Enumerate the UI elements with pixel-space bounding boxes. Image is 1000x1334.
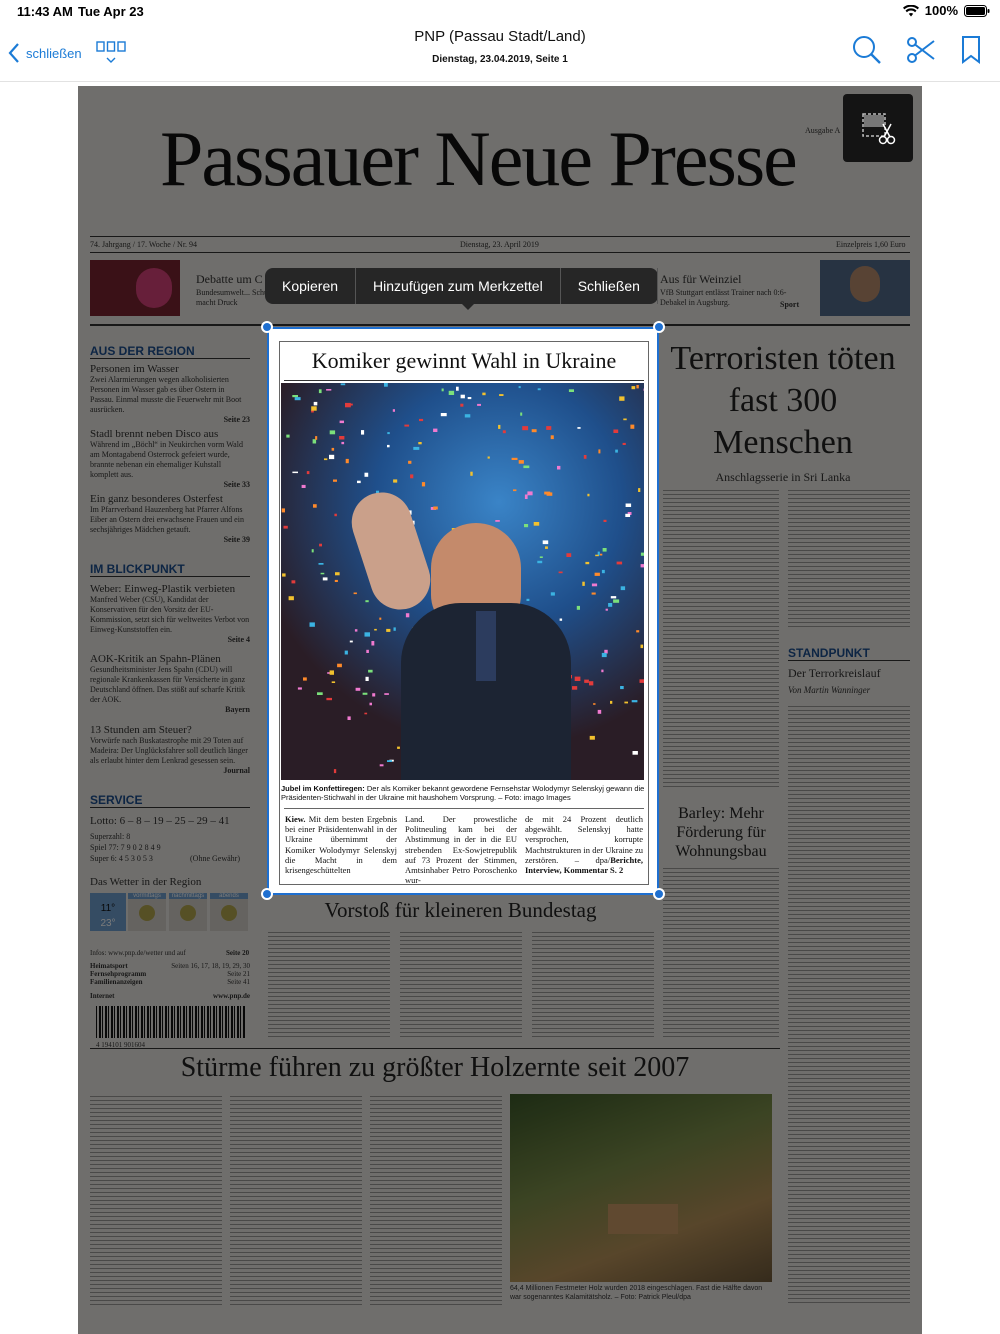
selection-handle-bottom-left[interactable] — [261, 888, 273, 900]
crop-button[interactable] — [843, 94, 913, 162]
article-headline: Komiker gewinnt Wahl in Ukraine — [311, 348, 617, 373]
article-photo — [281, 383, 644, 780]
article-col-3: de mit 24 Prozent deutlich abgewählt. Selenskyj hatte versprochen, korrupte Machtstrukturen in der Ukraine zu zerstören. – dpa/Berichte, Interview, Kommentar S. 2 — [525, 814, 643, 876]
status-date: Tue Apr 23 — [78, 4, 144, 19]
navigation-bar — [0, 22, 1000, 82]
selection-handle-top-left[interactable] — [261, 321, 273, 333]
nav-subtitle: Dienstag, 23.04.2019, Seite 1 — [432, 54, 568, 65]
status-bar — [0, 0, 1000, 22]
person-tie — [476, 611, 496, 681]
scissors-icon[interactable] — [906, 35, 936, 65]
crop-scissors-icon — [843, 94, 913, 162]
battery-icon — [964, 5, 990, 17]
article-col-2: Land. Der prowestliche Politneuling kam bei der Abstimmung in der in die EU strebenden Ex-Sowjetrepublik auf 73 Prozent der Stimmen, Amtsinhaber Petro Poroschenko wur- — [405, 814, 517, 886]
status-time: 11:43 AM — [17, 4, 73, 19]
selected-article[interactable] — [267, 327, 659, 895]
bookmark-icon[interactable] — [960, 35, 982, 65]
status-right — [903, 3, 990, 18]
nav-actions — [852, 35, 982, 65]
article-frame — [279, 341, 649, 885]
copy-menu-item[interactable]: Kopieren — [265, 268, 356, 304]
context-menu-pointer — [460, 302, 476, 310]
article-col-1: Kiew. Mit dem besten Ergebnis bei einer Präsidentenwahl in der Ukraine übernimmt der Komiker Wolodymyr Selenskyj die Macht in dem krisengeschüttelten — [285, 814, 397, 876]
add-to-notes-menu-item[interactable]: Hinzufügen zum Merkzettel — [356, 268, 561, 304]
selection-handle-top-right[interactable] — [653, 321, 665, 333]
article-caption: Jubel im Konfettiregen: Der als Komiker bekannt gewordene Fernsehstar Wolodymyr Selenskyj gewann die Präsidenten-Stichwahl in der Ukraine mit haushohem Vorsprung. – Foto: imago Images — [281, 784, 645, 802]
battery-percent: 100% — [924, 3, 958, 18]
nav-title: PNP (Passau Stadt/Land) — [414, 28, 586, 45]
context-menu — [265, 268, 658, 304]
close-menu-item[interactable]: Schließen — [561, 268, 658, 304]
wifi-icon — [903, 5, 919, 17]
search-icon[interactable] — [852, 35, 882, 65]
close-button-label: schließen — [26, 45, 82, 61]
selection-handle-bottom-right[interactable] — [653, 888, 665, 900]
